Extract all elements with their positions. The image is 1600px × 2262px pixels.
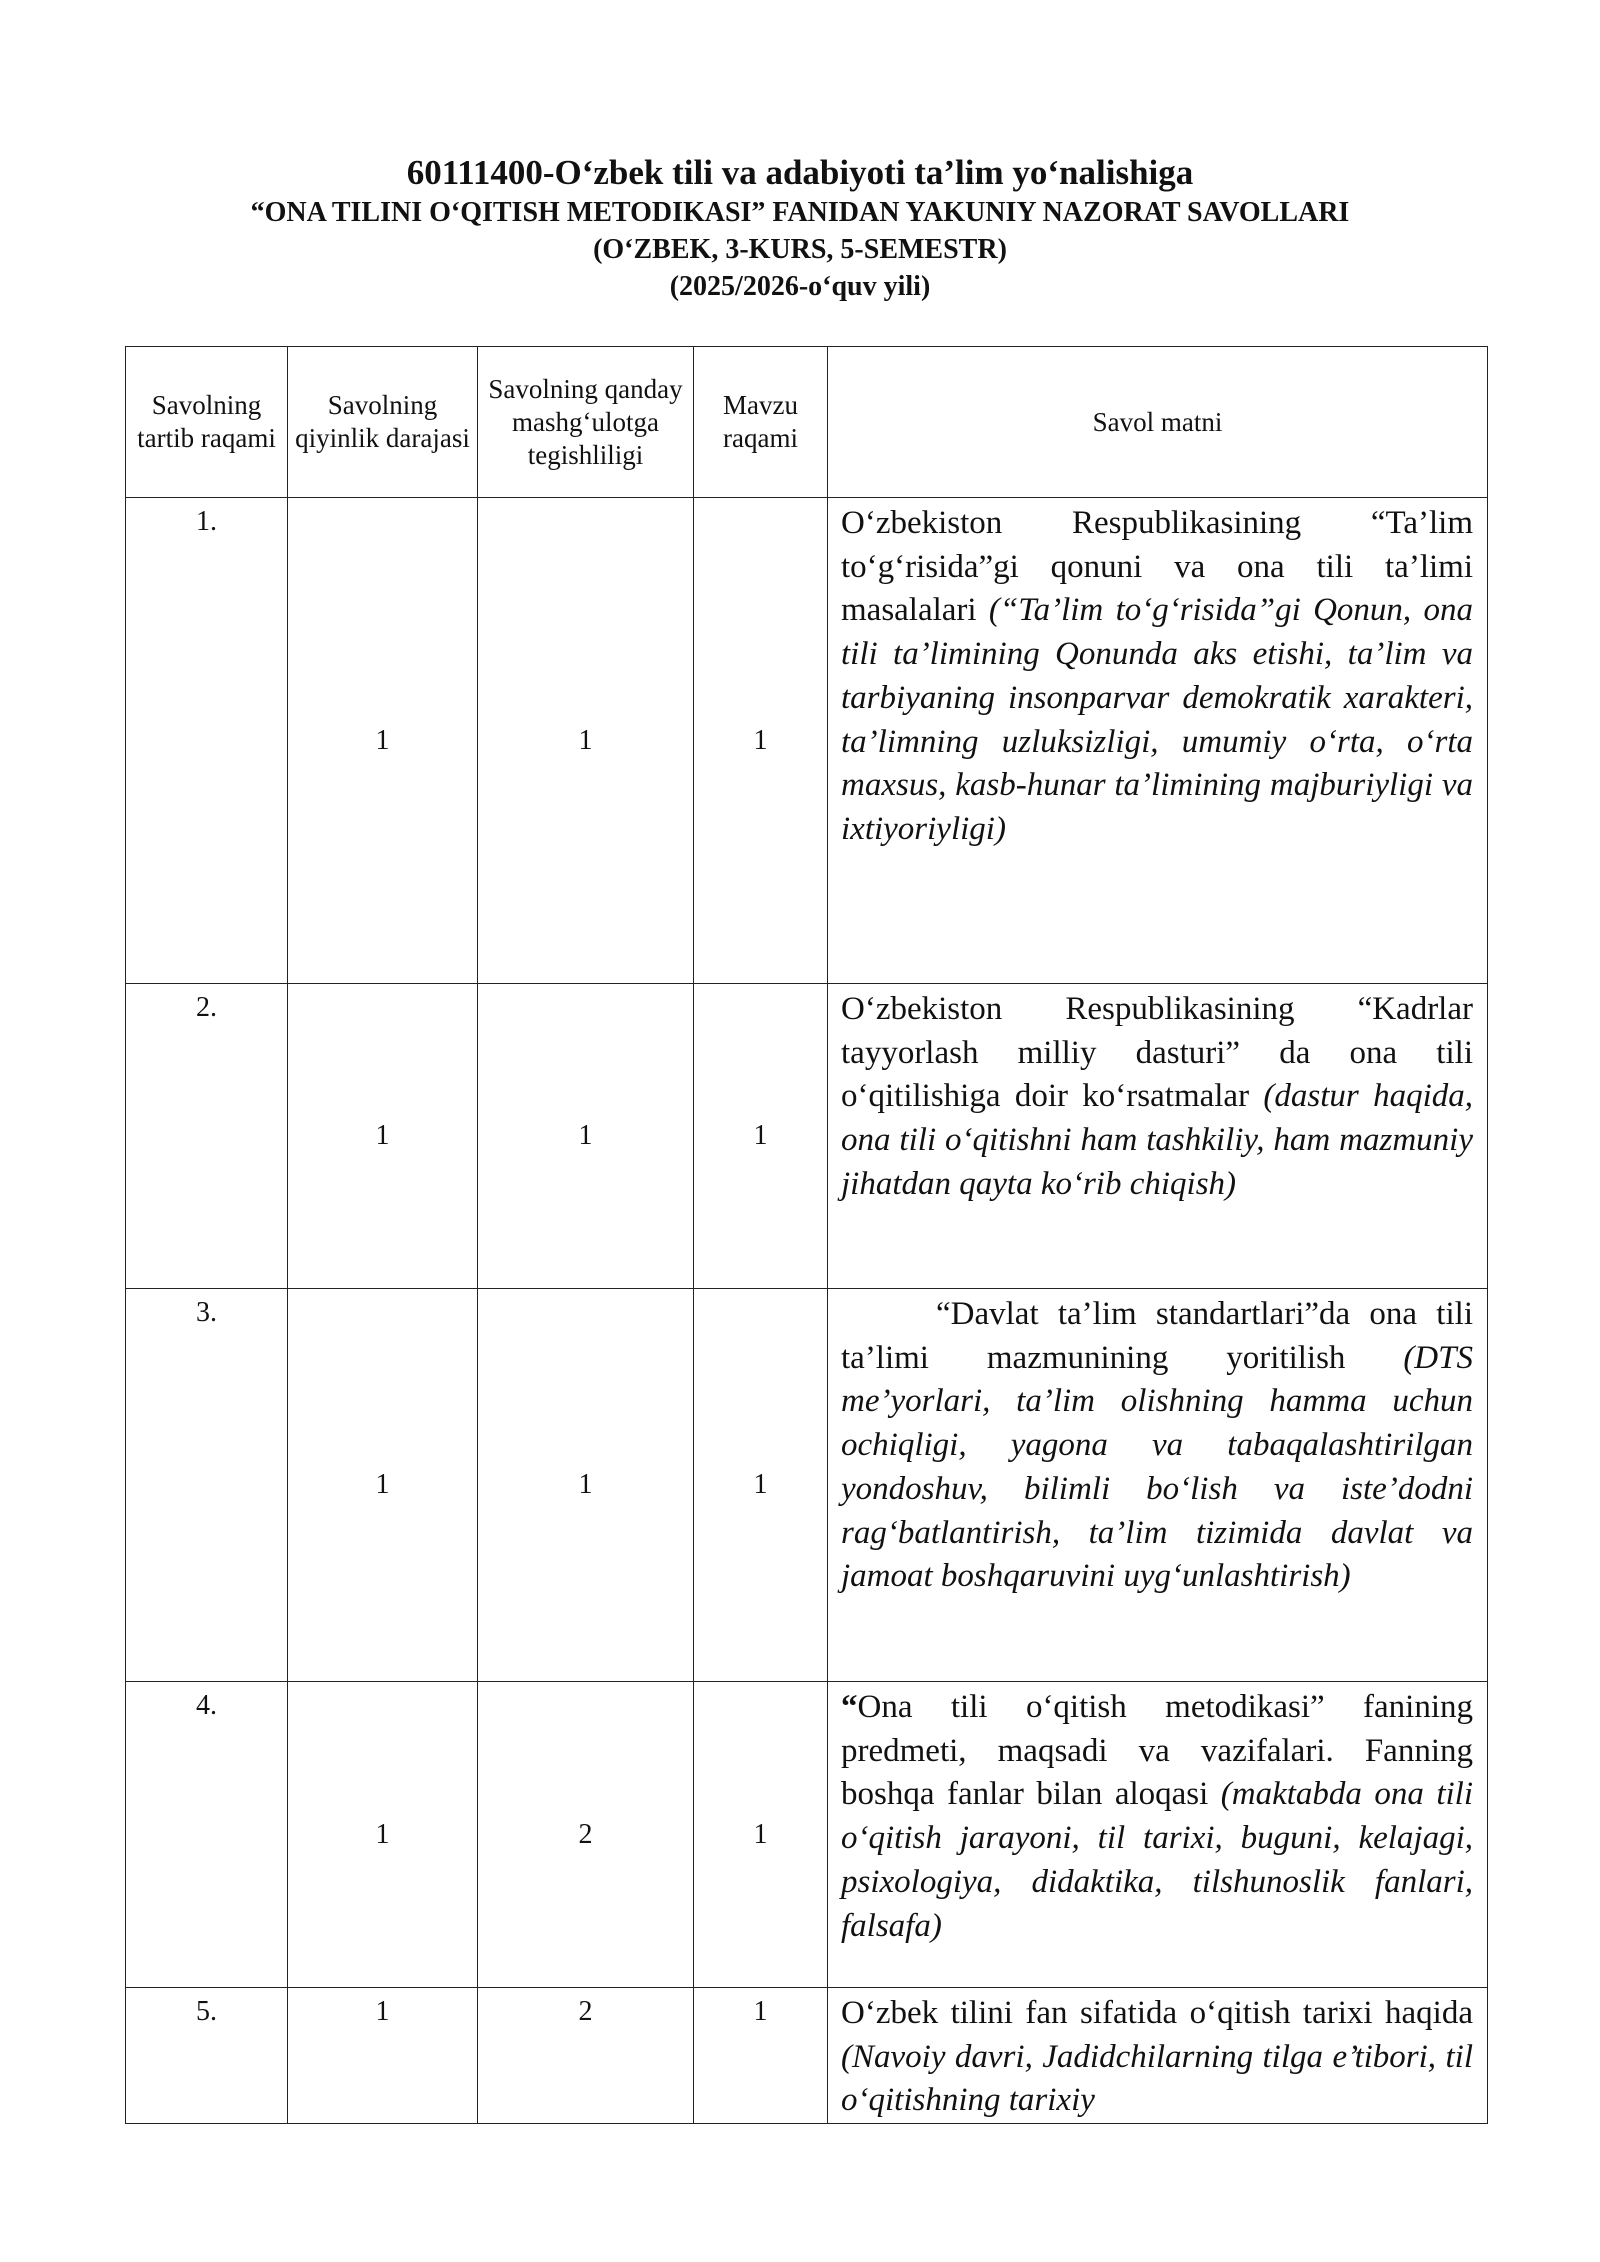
course-info: (O‘ZBEK, 3-KURS, 5-SEMESTR) bbox=[593, 234, 1007, 265]
table-header-row bbox=[126, 347, 1488, 498]
question-text-details: (“Ta’lim to‘g‘risida”gi Qonun, ona tili ta’limining Qonunda aks etishi, ta’lim va tarbiyaning insonparvar demokratik xarakteri, ta’limning uzluksizligi, umumiy o‘rta, o‘rta maxsus, kasb-hunar ta’limining majburiyligi va ixtiyoriyligi) bbox=[841, 592, 1473, 847]
question-text-main: O‘zbekiston Respublikasining “Ta’lim to‘g‘risida”gi qonuni va ona tili ta’limi masalalari bbox=[841, 505, 1473, 629]
question-text-cell bbox=[828, 498, 1488, 984]
question-topic: 1 bbox=[694, 498, 828, 984]
question-number: 2. bbox=[126, 984, 288, 1289]
question-session: 1 bbox=[478, 1289, 694, 1682]
question-text-main: O‘zbekiston Respublikasining “Kadrlar tayyorlash milliy dasturi” da ona tili o‘qitilishiga doir ko‘rsatmalar bbox=[841, 991, 1473, 1115]
column-header-topic: Mavzu raqami bbox=[694, 347, 828, 498]
document-title: 60111400-O‘zbek tili va adabiyoti ta’lim yo‘nalishiga bbox=[406, 153, 1194, 192]
question-text bbox=[841, 1686, 1473, 1948]
question-text bbox=[841, 1992, 1473, 2123]
question-number: 4. bbox=[126, 1682, 288, 1988]
question-text-details: (Navoiy davri, Jadidchilarning tilga e’tibori, til o‘qitishning tarixiy bbox=[841, 2038, 1473, 2119]
question-text-cell bbox=[828, 984, 1488, 1289]
question-text-cell bbox=[828, 1289, 1488, 1682]
column-header-session: Savolning qanday mashg‘ulotga tegishliligi bbox=[478, 347, 694, 498]
table-row bbox=[126, 498, 1488, 984]
question-difficulty: 1 bbox=[288, 1988, 478, 2124]
question-number: 3. bbox=[126, 1289, 288, 1682]
academic-year: (2025/2026-o‘quv yili) bbox=[669, 271, 931, 302]
column-header-text: Savol matni bbox=[828, 347, 1488, 498]
question-session: 1 bbox=[478, 984, 694, 1289]
question-session: 1 bbox=[478, 498, 694, 984]
table-row bbox=[126, 1289, 1488, 1682]
document-header bbox=[0, 152, 1600, 305]
question-text-details: (DTS me’yorlari, ta’lim olishning hamma uchun ochiqligi, yagona va tabaqalashtirilgan yondoshuv, bilimli bo‘lish va iste’dodni rag‘batlantirish, ta’lim tizimida davlat va jamoat boshqaruvini uyg‘unlashtirish) bbox=[841, 1339, 1473, 1595]
table-row bbox=[126, 984, 1488, 1289]
column-header-number: Savolning tartib raqami bbox=[126, 347, 288, 498]
question-text-details: (maktabda ona tili o‘qitish jarayoni, til tarixi, buguni, kelajagi, psixologiya, didaktika, tilshunoslik fanlari, falsafa) bbox=[841, 1776, 1474, 1944]
question-session: 2 bbox=[478, 1988, 694, 2124]
question-text-main: Ona tili o‘qitish metodikasi” fanining predmeti, maqsadi va vazifalari. Fanning boshqa fanlar bilan aloqasi bbox=[841, 1689, 1473, 1813]
question-number: 5. bbox=[126, 1988, 288, 2124]
question-topic: 1 bbox=[694, 1289, 828, 1682]
question-difficulty: 1 bbox=[288, 1682, 478, 1988]
question-topic: 1 bbox=[694, 1682, 828, 1988]
question-difficulty: 1 bbox=[288, 984, 478, 1289]
question-difficulty: 1 bbox=[288, 1289, 478, 1682]
question-topic: 1 bbox=[694, 1988, 828, 2124]
question-topic: 1 bbox=[694, 984, 828, 1289]
question-text bbox=[841, 502, 1473, 852]
table-row bbox=[126, 1682, 1488, 1988]
question-text-details: (dastur haqida, ona tili o‘qitishni ham tashkiliy, ham mazmuniy jihatdan qayta ko‘rib chiqish) bbox=[841, 1078, 1473, 1202]
question-text-main: O‘zbek tilini fan sifatida o‘qitish tarixi haqida bbox=[841, 1995, 1473, 2031]
questions-table bbox=[125, 346, 1488, 2124]
question-text-main: “Davlat ta’lim standartlari”da ona tili ta’limi mazmunining yoritilish bbox=[841, 1296, 1473, 1376]
question-text bbox=[841, 1293, 1473, 1599]
question-text-quote-mark: “ bbox=[841, 1689, 858, 1725]
question-text-cell bbox=[828, 1682, 1488, 1988]
question-text-cell bbox=[828, 1988, 1488, 2124]
question-number: 1. bbox=[126, 498, 288, 984]
question-text bbox=[841, 988, 1473, 1207]
table-row bbox=[126, 1988, 1488, 2124]
document-subtitle: “ONA TILINI O‘QITISH METODIKASI” FANIDAN YAKUNIY NAZORAT SAVOLLARI bbox=[250, 197, 1350, 228]
question-session: 2 bbox=[478, 1682, 694, 1988]
question-difficulty: 1 bbox=[288, 498, 478, 984]
column-header-difficulty: Savolning qiyinlik darajasi bbox=[288, 347, 478, 498]
